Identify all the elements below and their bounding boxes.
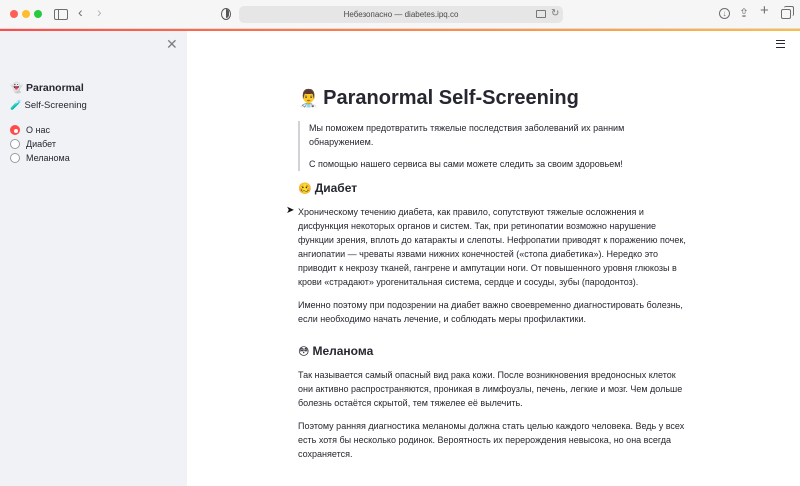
close-icon[interactable]: ✕ (166, 36, 178, 52)
section-heading-text: Меланома (312, 344, 374, 358)
ghost-emoji-icon: 👻 (10, 82, 24, 94)
page-radio-group (10, 123, 70, 165)
section-heading-text: Диабет (314, 181, 358, 195)
sidebar (0, 31, 187, 486)
sidebar-subtitle (10, 100, 87, 111)
section-paragraph: Поэтому ранняя диагностика меланомы должна стать целью каждого человека. Ведь у всех есть хотя бы несколько родинок. Вероятность их перерождения невысока, но она всегда сохраняется. (298, 421, 685, 459)
zoom-window-button[interactable] (34, 10, 42, 18)
mouse-cursor-icon: ➤ (286, 205, 295, 216)
share-icon[interactable]: ⇪ (739, 6, 750, 20)
main-content (298, 84, 690, 461)
radio-label: О нас (26, 125, 50, 135)
intro-paragraph: Мы поможем предотвратить тяжелые последствия заболеваний их ранним обнаружением. (309, 123, 625, 147)
address-bar[interactable]: Небезопасно — diabetes.ipq.co (239, 6, 563, 23)
page-title (298, 84, 690, 112)
privacy-shield-icon[interactable] (221, 8, 231, 20)
close-window-button[interactable] (10, 10, 18, 18)
page-title-text: Paranormal Self-Screening (323, 87, 579, 109)
back-arrow-icon[interactable]: ‹ (78, 4, 83, 20)
sidebar-title (10, 81, 84, 94)
radio-button-selected[interactable] (10, 125, 20, 135)
radio-option-diabetes[interactable] (10, 137, 70, 151)
radio-label: Меланома (26, 153, 70, 163)
translate-icon[interactable] (536, 10, 546, 18)
download-icon[interactable]: ↓ (719, 8, 730, 19)
radio-option-about[interactable] (10, 123, 70, 137)
section-paragraph: Хроническому течению диабета, как правило, сопутствуют тяжелые осложнения и дисфункция некоторых органов и систем. Так, при ретинопатии возможно нарушение функции зрения, вплоть до катаракты и слепоты. Нефропатии приводят к поражению почек, ангиопатии — чреваты язвами нижних конечностей («стопа диабетика»). Нередко это приводит к некрозу тканей, гангрене и ампутации ноги. От повышенного уровня глюкозы в крови «страдают» урогенитальная система, сердце и сосуды, зубы (пародонтоз). (298, 207, 686, 287)
sidebar-toggle-icon[interactable] (54, 9, 68, 20)
woozy-face-emoji-icon: 🥴 (298, 183, 312, 195)
section-heading-diabetes (298, 179, 690, 197)
hamburger-menu-icon[interactable] (776, 40, 785, 48)
reload-icon[interactable]: ↻ (551, 8, 560, 19)
radio-label: Диабет (26, 139, 57, 149)
radio-button[interactable] (10, 153, 20, 163)
section-paragraph: Так называется самый опасный вид рака кожи. После возникновения вредоносных клеток они активно распространяются, проникая в лимфоузлы, печень, легкие и мозг. Чем дольше болезнь остаётся скрытой, тем тяжелее её вылечить. (298, 370, 683, 408)
flushed-face-emoji-icon: 😳 (298, 346, 310, 358)
intro-blockquote (298, 121, 690, 171)
new-tab-icon[interactable]: + (760, 2, 769, 19)
sidebar-subtitle-text: Self-Screening (24, 100, 87, 111)
minimize-window-button[interactable] (22, 10, 30, 18)
radio-button[interactable] (10, 139, 20, 149)
sidebar-title-text: Paranormal (26, 82, 84, 94)
section-heading-melanoma (298, 342, 690, 360)
doctor-emoji-icon: 👨‍⚕️ (298, 89, 320, 108)
forward-arrow-icon[interactable]: › (97, 4, 102, 20)
test-tube-emoji-icon: 🧪 (10, 100, 22, 111)
tab-overview-icon[interactable] (781, 9, 791, 19)
radio-option-melanoma[interactable] (10, 151, 70, 165)
browser-toolbar (0, 0, 800, 29)
intro-paragraph: С помощью нашего сервиса вы сами можете следить за своим здоровьем! (309, 159, 623, 169)
section-paragraph: Именно поэтому при подозрении на диабет важно своевременно диагностировать болезнь, если необходимо начать лечение, и соблюдать меры профилактики. (298, 300, 683, 324)
